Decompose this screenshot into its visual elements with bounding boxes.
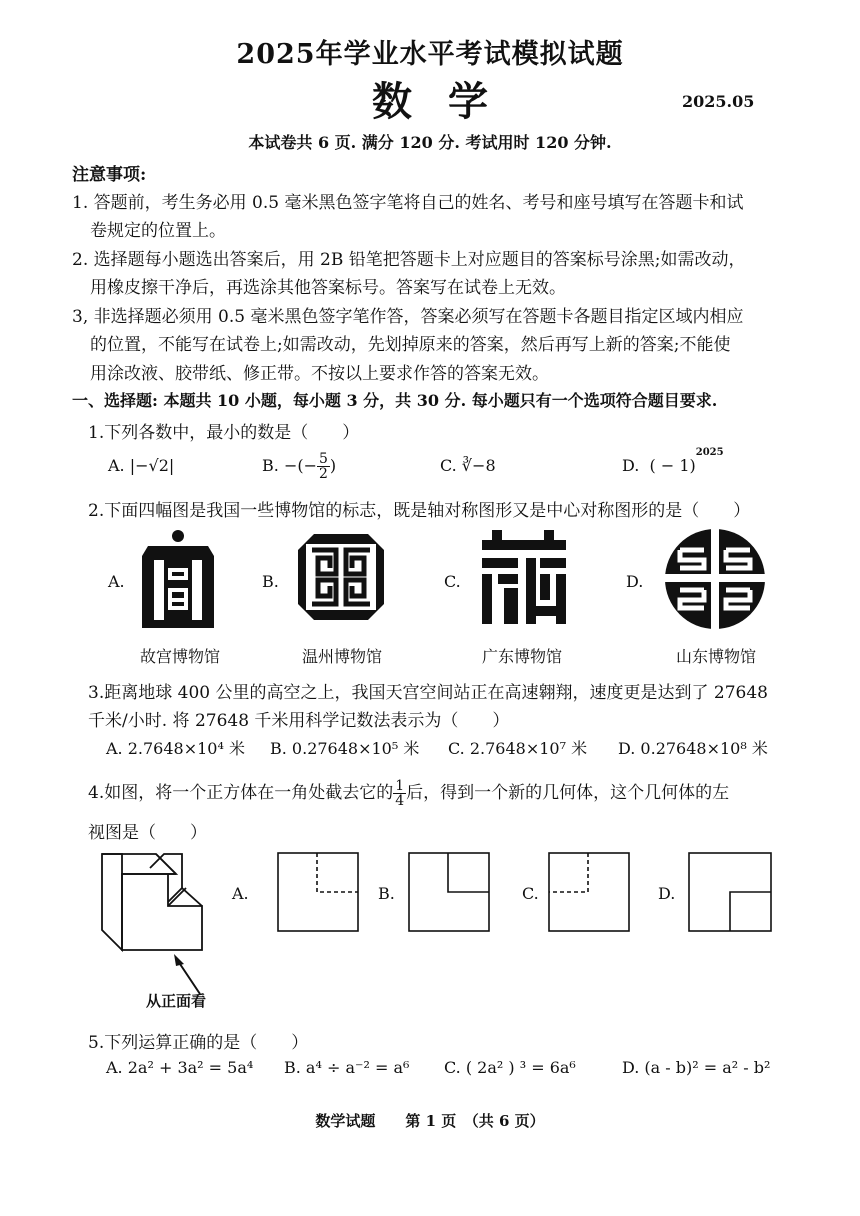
q5-option-c: C. ( 2a² ) ³ = 6a⁶	[444, 1058, 576, 1077]
shandong-museum-logo-icon	[664, 528, 766, 630]
notice-heading: 注意事项:	[72, 165, 147, 185]
notice-line-5: 3, 非选择题必须用 0.5 毫米黑色签字笔作答，答案必须写在答题卡各题目指定区域内相应	[72, 307, 744, 327]
exam-title: 2025年学业水平考试模拟试题	[236, 39, 624, 70]
q3-option-a: A. 2.7648×10⁴ 米	[106, 739, 245, 758]
q4-stem-2: 视图是（ ）	[88, 823, 207, 843]
q2-label-b: B.	[262, 572, 279, 591]
cut-cube-figure-icon	[96, 848, 212, 998]
q4-option-b-view-icon	[408, 852, 490, 932]
q2-label-d: D.	[626, 572, 644, 591]
q4-stem-1: 4.如图，将一个正方体在一角处截去它的 $\frac{1}{4}$ 后，得到一个新的几何体，这个几何体的左	[88, 778, 730, 809]
q3-option-b: B. 0.27648×10⁵ 米	[270, 739, 420, 758]
q4-option-c-view-icon	[548, 852, 630, 932]
q2-museum-a: 故宫博物馆	[139, 647, 220, 666]
q1-stem: 1.下列各数中，最小的数是（ ）	[88, 423, 360, 443]
q1-option-d: D. ( − 1)$^{2025}$	[622, 446, 724, 475]
exam-info: 本试卷共 6 页. 满分 120 分. 考试用时 120 分钟.	[248, 133, 612, 152]
q2-stem: 2.下面四幅图是我国一些博物馆的标志，既是轴对称图形又是中心对称图形的是（ ）	[88, 501, 751, 521]
guangdong-museum-logo-icon	[478, 530, 570, 626]
q2-museum-c: 广东博物馆	[481, 647, 562, 666]
q3-stem-2: 千米/小时. 将 27648 千米用科学记数法表示为（ ）	[88, 711, 510, 731]
q5-option-a: A. 2a² + 3a² = 5a⁴	[106, 1058, 254, 1077]
notice-line-3: 2. 选择题每小题选出答案后，用 2B 铅笔把答题卡上对应题目的答案标号涂黑;如需改动，	[72, 250, 746, 270]
q4-option-d-view-icon	[688, 852, 772, 932]
q1-option-a: A. |−√2|	[108, 456, 175, 475]
q2-label-a: A.	[108, 572, 125, 591]
palace-museum-logo-icon	[138, 528, 218, 628]
q2-label-c: C.	[444, 572, 461, 591]
q3-option-c: C. 2.7648×10⁷ 米	[448, 739, 588, 758]
notice-line-7: 用涂改液、胶带纸、修正带。不按以上要求作答的答案无效。	[90, 364, 549, 384]
q4-option-a-view-icon	[277, 852, 359, 932]
q5-stem: 5.下列运算正确的是（ ）	[88, 1033, 309, 1053]
q4-label-d: D.	[658, 884, 676, 903]
q5-option-b: B. a⁴ ÷ a⁻² = a⁶	[284, 1058, 410, 1077]
wenzhou-museum-logo-icon	[294, 530, 388, 624]
q4-label-a: A.	[232, 884, 249, 903]
notice-line-4: 用橡皮擦干净后，再选涂其他答案标号。答案写在试卷上无效。	[90, 278, 566, 298]
section-heading: 一、选择题: 本题共 10 小题，每小题 3 分，共 30 分. 每小题只有一个选项符合题目要求.	[72, 391, 718, 410]
exam-date: 2025.05	[682, 92, 755, 111]
page-footer: 数学试题 第 1 页 （共 6 页）	[315, 1112, 545, 1130]
q1-option-b: B. −(− $\frac{5}{2}$ )	[262, 451, 337, 482]
notice-line-2: 卷规定的位置上。	[90, 221, 226, 241]
notice-line-1: 1. 答题前，考生务必用 0.5 毫米黑色签字笔将自己的姓名、考号和座号填写在答题卡和试	[72, 193, 744, 213]
notice-line-6: 的位置，不能写在试卷上;如需改动，先划掉原来的答案，然后再写上新的答案;不能使	[90, 335, 731, 355]
q3-stem-1: 3.距离地球 400 公里的高空之上，我国天宫空间站正在高速翱翔，速度更是达到了 27648	[88, 683, 768, 703]
q2-museum-d: 山东博物馆	[675, 647, 756, 666]
q2-museum-b: 温州博物馆	[301, 647, 382, 666]
q5-option-d: D. (a - b)² = a² - b²	[622, 1058, 771, 1077]
q3-option-d: D. 0.27648×10⁸ 米	[618, 739, 768, 758]
q1-option-c: C. ∛−8	[440, 456, 496, 475]
q4-label-c: C.	[522, 884, 539, 903]
subject-title: 数学	[372, 78, 524, 125]
front-view-label: 从正面看	[146, 992, 207, 1010]
q4-label-b: B.	[378, 884, 395, 903]
